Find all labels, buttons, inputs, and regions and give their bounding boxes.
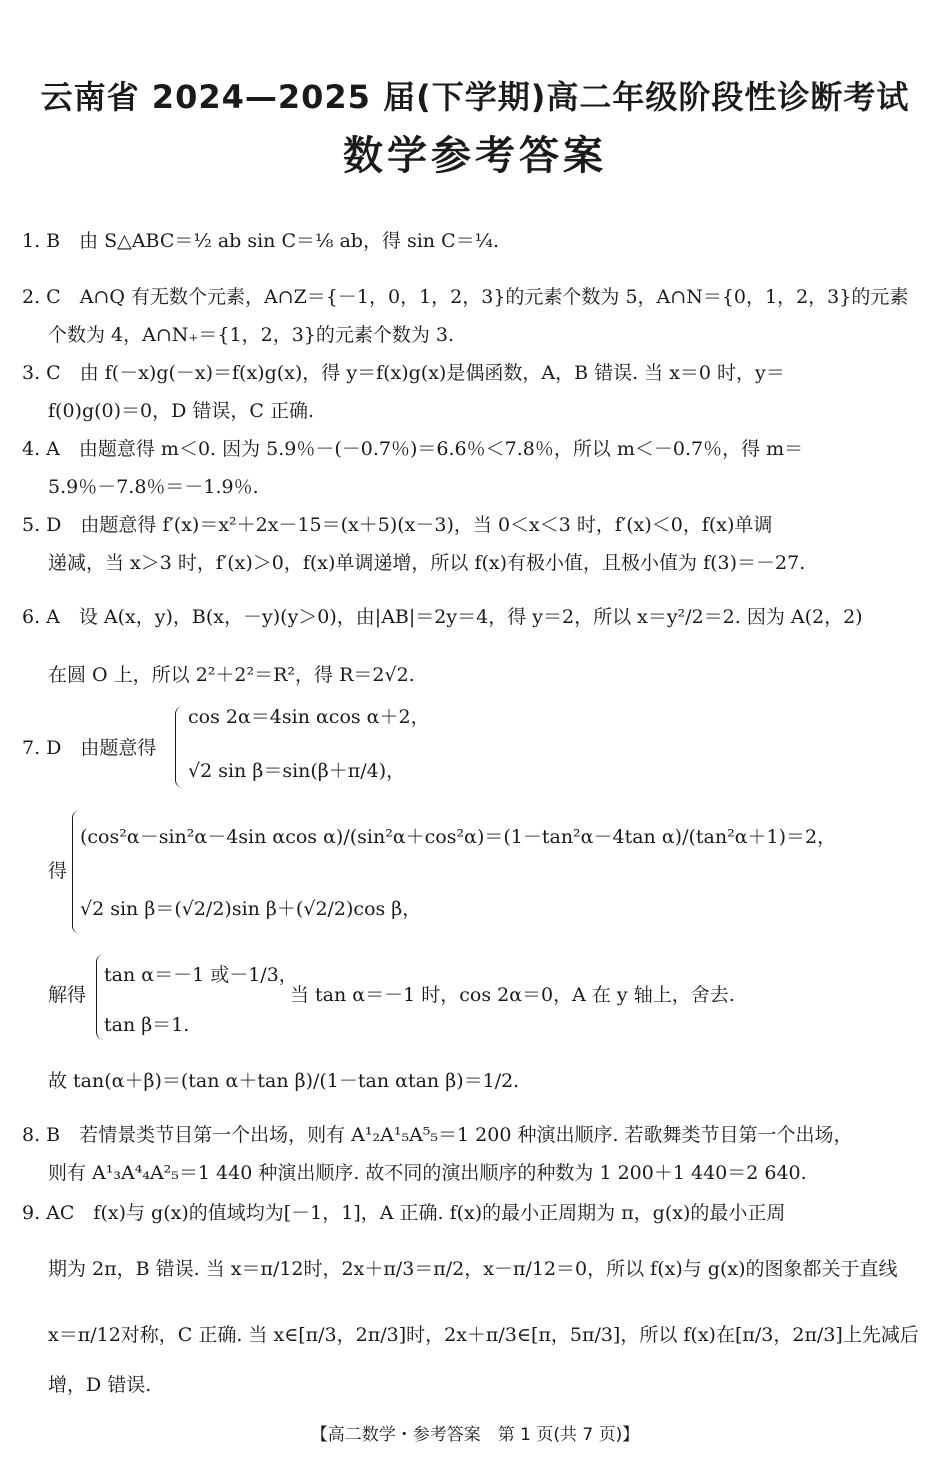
answer-2-line-2: 个数为 4，A∩N₊＝{1，2，3}的元素个数为 3.	[48, 324, 455, 346]
answer-8-line-1: 8. B 若情景类节目第一个出场，则有 A¹₂A¹₅A⁵₅＝1 200 种演出顺序. 若歌舞类节目第一个出场，	[22, 1124, 853, 1146]
answer-2-line-1: 2. C A∩Q 有无数个元素，A∩Z＝{－1，0，1，2，3}的元素个数为 5，A∩N＝{0，1，2，3}的元素	[22, 286, 909, 308]
answer-9-line-2: 期为 2π，B 错误. 当 x＝π/12时，2x＋π/3＝π/2，x－π/12＝0，所以 f(x)与 g(x)的图象都关于直线	[48, 1258, 898, 1280]
answer-7-lead: 7. D 由题意得	[22, 737, 157, 759]
answer-7-lead-3: 解得	[48, 984, 87, 1006]
system-1-row-2: √2 sin β＝sin(β＋π/4)，	[188, 760, 406, 782]
answer-7-conclusion: 故 tan(α＋β)＝(tan α＋tan β)/(1－tan αtan β)＝1/2.	[48, 1070, 520, 1092]
answer-7-lead-2: 得	[48, 860, 68, 882]
exam-title: 云南省 2024—2025 届(下学期)高二年级阶段性诊断考试	[40, 78, 910, 116]
answer-6-line-1: 6. A 设 A(x，y)，B(x，－y)(y＞0)，由|AB|＝2y＝4，得 y＝2，所以 x＝y²/2＝2. 因为 A(2，2)	[22, 606, 863, 628]
answer-5-line-1: 5. D 由题意得 f′(x)＝x²＋2x－15＝(x＋5)(x－3)，当 0＜x＜3 时，f′(x)＜0，f(x)单调	[22, 514, 773, 536]
answer-6-line-2: 在圆 O 上，所以 2²＋2²＝R²，得 R＝2√2.	[48, 664, 415, 686]
page-footer: 【高二数学・参考答案 第 1 页(共 7 页)】	[310, 1425, 640, 1445]
answer-4-line-1: 4. A 由题意得 m＜0. 因为 5.9％－(－0.7％)＝6.6％＜7.8％，所以 m＜－0.7％，得 m＝	[22, 438, 804, 460]
answer-3-line-1: 3. C 由 f(－x)g(－x)＝f(x)g(x)，得 y＝f(x)g(x)是偶函数，A，B 错误. 当 x＝0 时，y＝	[22, 362, 785, 384]
system-3-row-2: tan β＝1.	[104, 1014, 190, 1036]
system-2-row-1: (cos²α－sin²α－4sin αcos α)/(sin²α＋cos²α)＝(1－tan²α－4tan α)/(tan²α＋1)＝2，	[80, 826, 837, 848]
answer-3-line-2: f(0)g(0)＝0，D 错误，C 正确.	[48, 400, 315, 422]
system-1-row-1: cos 2α＝4sin αcos α＋2，	[188, 706, 430, 728]
answer-1: 1. B 由 S△ABC＝½ ab sin C＝⅛ ab，得 sin C＝¼.	[22, 230, 500, 252]
answer-8-line-2: 则有 A¹₃A⁴₄A²₅＝1 440 种演出顺序. 故不同的演出顺序的种数为 1 200＋1 440＝2 640.	[48, 1162, 807, 1184]
system-3-note: 当 tan α＝－1 时，cos 2α＝0，A 在 y 轴上，舍去.	[290, 984, 735, 1006]
answer-key-title: 数学参考答案	[343, 133, 607, 179]
answer-9-line-1: 9. AC f(x)与 g(x)的值域均为[－1，1]，A 正确. f(x)的最小正周期为 π，g(x)的最小正周	[22, 1202, 786, 1224]
system-2-row-2: √2 sin β＝(√2/2)sin β＋(√2/2)cos β，	[80, 898, 422, 920]
answer-5-line-2: 递减，当 x＞3 时，f′(x)＞0，f(x)单调递增，所以 f(x)有极小值，且极小值为 f(3)＝－27.	[48, 552, 806, 574]
answer-4-line-2: 5.9％－7.8％＝－1.9％.	[48, 476, 259, 498]
answer-9-line-3: x＝π/12对称，C 正确. 当 x∈[π/3，2π/3]时，2x＋π/3∈[π，5π/3]，所以 f(x)在[π/3，2π/3]上先减后	[48, 1324, 919, 1346]
brace-icon	[175, 706, 186, 788]
answer-9-line-4: 增，D 错误.	[48, 1374, 152, 1396]
system-3-row-1: tan α＝－1 或－1/3，	[104, 964, 298, 986]
